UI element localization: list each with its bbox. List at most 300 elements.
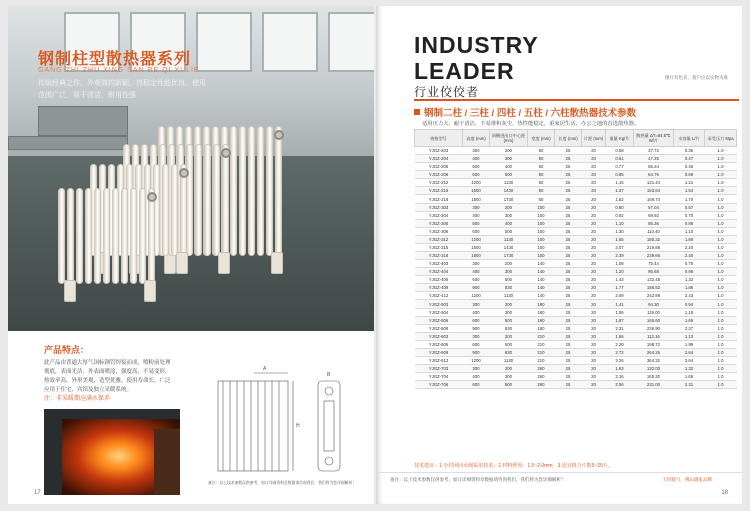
table-cell: 200 <box>490 365 528 373</box>
table-row <box>415 276 737 284</box>
table-cell: 1200 <box>463 357 490 365</box>
table-cell: 1.65 <box>674 373 705 381</box>
table-cell: 1.20 <box>606 268 634 276</box>
table-cell: 260 <box>528 373 555 381</box>
table-cell: YJGZ-603 <box>415 332 463 340</box>
table-row <box>415 211 737 219</box>
page-number-right: 18 <box>721 490 728 496</box>
table-cell: 180 <box>528 300 555 308</box>
table-cell: 20 <box>582 365 606 373</box>
table-row <box>415 268 737 276</box>
table-cell: 2.37 <box>674 324 705 332</box>
table-cell: 210 <box>528 348 555 356</box>
table-cell: 1430 <box>490 187 528 195</box>
table-cell: 400 <box>463 373 490 381</box>
table-cell: 1.66 <box>606 332 634 340</box>
table-cell: 25 <box>555 203 582 211</box>
table-cell: YJGZ-312 <box>415 235 463 243</box>
table-cell: 1.0 <box>705 171 737 179</box>
table-cell: 0.69 <box>674 171 705 179</box>
table-cell: 1.0 <box>705 155 737 163</box>
table-row <box>415 252 737 260</box>
page-number-left: 17 <box>34 490 41 496</box>
table-cell: 0.92 <box>606 211 634 219</box>
square-bullet-icon <box>414 109 420 115</box>
table-cell: 165.60 <box>634 316 674 324</box>
table-cell: 75.44 <box>634 260 674 268</box>
table-row <box>415 243 737 251</box>
table-cell: 20 <box>582 381 606 389</box>
table-row <box>415 332 737 340</box>
table-cell: 1.65 <box>606 235 634 243</box>
table-cell: YJGZ-703 <box>415 365 463 373</box>
brand-chinese: 行业佼佼者 <box>414 85 480 99</box>
features-note: 注：非采暖期应满水保养 <box>44 396 111 402</box>
table-cell: 1130 <box>490 357 528 365</box>
hero-line: 范围广泛，易于清洁，耐用性强 <box>38 92 136 99</box>
table-cell: YJGZ-612 <box>415 357 463 365</box>
table-cell: 2.31 <box>674 381 705 389</box>
table-cell: 25 <box>555 357 582 365</box>
table-cell: 180 <box>528 316 555 324</box>
table-cell: 20 <box>582 147 606 155</box>
table-cell: 25 <box>555 219 582 227</box>
table-cell: 2.20 <box>606 340 634 348</box>
table-cell: 600 <box>463 171 490 179</box>
table-cell: YJGZ-315 <box>415 243 463 251</box>
table-cell: 100 <box>528 243 555 251</box>
table-cell: 210 <box>528 332 555 340</box>
table-cell: 100 <box>528 227 555 235</box>
table-cell: 25 <box>555 365 582 373</box>
table-cell: 121.44 <box>634 179 674 187</box>
table-cell: 200 <box>490 147 528 155</box>
table-cell: 600 <box>463 340 490 348</box>
table-cell: 132.48 <box>634 276 674 284</box>
table-cell: 300 <box>490 373 528 381</box>
table-cell: 0.80 <box>606 203 634 211</box>
table-cell: 20 <box>582 284 606 292</box>
table-cell: 100 <box>528 203 555 211</box>
table-cell: 260 <box>528 381 555 389</box>
table-cell: 1.0 <box>705 373 737 381</box>
spec-header-cell: 片距 (mm) <box>582 130 606 147</box>
table-cell: 830 <box>490 324 528 332</box>
table-cell: 219.88 <box>634 243 674 251</box>
table-cell: 400 <box>490 163 528 171</box>
table-cell: 25 <box>555 316 582 324</box>
table-cell: 260 <box>528 365 555 373</box>
table-cell: 1.13 <box>674 332 705 340</box>
table-cell: 1.87 <box>606 316 634 324</box>
table-cell: 20 <box>582 235 606 243</box>
table-cell: YJGZ-706 <box>415 381 463 389</box>
table-cell: 140 <box>528 292 555 300</box>
table-cell: 140 <box>528 260 555 268</box>
table-cell: 1730 <box>490 195 528 203</box>
table-cell: 830 <box>490 348 528 356</box>
table-cell: 0.47 <box>674 155 705 163</box>
table-cell: 25 <box>555 308 582 316</box>
table-row <box>415 179 737 187</box>
color-disclaimer: 图片有色差，客户应以实物为准 <box>665 75 728 80</box>
table-row <box>415 324 737 332</box>
table-cell: 1.0 <box>705 340 737 348</box>
brochure-spread <box>8 6 742 504</box>
table-cell: 60 <box>528 155 555 163</box>
table-cell: 0.77 <box>606 163 634 171</box>
series-title-pinyin: GANG ZHI ZHU XING SAN RE QI XI LIE <box>38 67 200 74</box>
table-cell: 1.54 <box>674 187 705 195</box>
table-cell: 1130 <box>490 235 528 243</box>
spec-header-cell: 宽度 (mm) <box>528 130 555 147</box>
table-cell: 100 <box>528 219 555 227</box>
table-cell: 1.0 <box>705 203 737 211</box>
table-row <box>415 155 737 163</box>
table-cell: 153.64 <box>634 187 674 195</box>
table-cell: 3.26 <box>606 357 634 365</box>
table-cell: 242.88 <box>634 292 674 300</box>
table-row <box>415 316 737 324</box>
spec-header-cell: 承受压力 Mpa <box>705 130 737 147</box>
table-row <box>415 227 737 235</box>
table-cell: 64.76 <box>634 171 674 179</box>
table-row <box>415 187 737 195</box>
table-cell: 25 <box>555 340 582 348</box>
spec-header-cell: 水容量 L/片 <box>674 130 705 147</box>
table-cell: 25 <box>555 179 582 187</box>
left-footer-note: 备注：以上技术参数仅供参考，如订详细资料及数据请咨询我们，我们将为您详细解析！ <box>208 481 357 485</box>
table-cell: 25 <box>555 227 582 235</box>
table-cell: 2.09 <box>606 292 634 300</box>
table-cell: 69.92 <box>634 211 674 219</box>
table-cell: 2.39 <box>606 252 634 260</box>
table-cell: 20 <box>582 308 606 316</box>
table-cell: 1.77 <box>606 284 634 292</box>
table-cell: 25 <box>555 292 582 300</box>
table-cell: 20 <box>582 260 606 268</box>
table-row <box>415 300 737 308</box>
table-cell: YJGZ-412 <box>415 292 463 300</box>
hero-line: 传统经典之作，外观简约新颖，热稳定性能优良，使用 <box>38 80 206 87</box>
table-row <box>415 147 737 155</box>
table-cell: 110.40 <box>634 227 674 235</box>
spec-table <box>414 129 737 389</box>
table-cell: 25 <box>555 155 582 163</box>
table-cell: 300 <box>463 260 490 268</box>
table-cell: 500 <box>463 219 490 227</box>
table-cell: 20 <box>582 187 606 195</box>
table-cell: 25 <box>555 260 582 268</box>
table-cell: 25 <box>555 332 582 340</box>
table-cell: 20 <box>582 357 606 365</box>
table-cell: YJGZ-704 <box>415 373 463 381</box>
table-cell: YJGZ-406 <box>415 276 463 284</box>
table-cell: 1.0 <box>705 235 737 243</box>
table-row <box>415 365 737 373</box>
table-cell: 1.0 <box>705 276 737 284</box>
table-cell: 1.0 <box>705 292 737 300</box>
table-cell: 1130 <box>490 179 528 187</box>
table-cell: 86.36 <box>634 219 674 227</box>
table-cell: 1.70 <box>674 195 705 203</box>
table-cell: 25 <box>555 381 582 389</box>
table-row <box>415 292 737 300</box>
table-cell: 1.66 <box>674 316 705 324</box>
table-cell: 1.10 <box>674 227 705 235</box>
table-cell: YJGZ-212 <box>415 179 463 187</box>
table-cell: 264.26 <box>634 348 674 356</box>
table-cell: 1.0 <box>705 381 737 389</box>
table-cell: 1.21 <box>674 179 705 187</box>
table-cell: 2.20 <box>674 243 705 251</box>
table-cell: 400 <box>463 155 490 163</box>
table-cell: YJGZ-215 <box>415 187 463 195</box>
hero-photo <box>8 6 374 331</box>
table-cell: 300 <box>490 211 528 219</box>
table-cell: 2.16 <box>606 373 634 381</box>
radiator-front <box>58 188 168 318</box>
table-cell: 20 <box>582 324 606 332</box>
table-cell: 25 <box>555 276 582 284</box>
table-cell: 0.96 <box>674 268 705 276</box>
table-cell: 60 <box>528 195 555 203</box>
table-cell: 900 <box>463 284 490 292</box>
spec-section-title <box>414 105 636 119</box>
table-cell: 1.0 <box>705 179 737 187</box>
table-cell: 25 <box>555 187 582 195</box>
table-cell: 60 <box>528 147 555 155</box>
table-cell: 1730 <box>490 252 528 260</box>
table-cell: 60 <box>528 187 555 195</box>
table-cell: 1.0 <box>705 324 737 332</box>
table-cell: 180 <box>528 324 555 332</box>
table-cell: 25 <box>555 324 582 332</box>
table-cell: 20 <box>582 268 606 276</box>
table-cell: 2.56 <box>606 381 634 389</box>
table-cell: 60 <box>528 163 555 171</box>
table-cell: 0.46 <box>674 163 705 171</box>
table-cell: 400 <box>463 211 490 219</box>
table-cell: 25 <box>555 268 582 276</box>
table-cell: 1.0 <box>705 211 737 219</box>
table-cell: 1.08 <box>606 260 634 268</box>
table-cell: 2.07 <box>606 243 634 251</box>
table-cell: 113.16 <box>634 332 674 340</box>
table-cell: 1800 <box>463 195 490 203</box>
footer-divider <box>376 472 742 473</box>
table-cell: 119.00 <box>634 308 674 316</box>
footer-brand: 天时暖气，佛山暖家品牌 <box>662 477 712 482</box>
table-cell: YJGZ-506 <box>415 316 463 324</box>
table-cell: 1130 <box>490 292 528 300</box>
table-cell: 1.86 <box>674 284 705 292</box>
table-cell: 1.30 <box>606 227 634 235</box>
table-cell: YJGZ-305 <box>415 219 463 227</box>
table-cell: 1200 <box>463 179 490 187</box>
table-row <box>415 357 737 365</box>
table-cell: 0.58 <box>606 147 634 155</box>
features-title: 产品特点： <box>44 345 90 355</box>
table-cell: 0.75 <box>674 260 705 268</box>
table-cell: 60 <box>528 179 555 187</box>
table-cell: 2.40 <box>674 252 705 260</box>
technical-drawing <box>208 351 368 481</box>
table-cell: 500 <box>490 227 528 235</box>
table-cell: 20 <box>582 179 606 187</box>
right-page <box>376 6 742 504</box>
table-cell: 25 <box>555 171 582 179</box>
table-cell: 1.0 <box>705 252 737 260</box>
table-cell: 25 <box>555 252 582 260</box>
table-row <box>415 171 737 179</box>
features-text: 此产品由普通大厚气国标钢管焊接而成，喷粉前处理彻底，表面光洁，外表面喷涂，强度高，不易变形，热效率高，外形美观，造型优雅，使用寿命长，广泛应用于住宅、宾馆及独立采暖系统。 <box>44 360 171 393</box>
table-cell: 0.70 <box>674 211 705 219</box>
table-cell: 20 <box>582 203 606 211</box>
table-cell: 300 <box>463 332 490 340</box>
spec-header-cell: 同侧进出口中心距(mm) <box>490 130 528 147</box>
table-cell: 25 <box>555 373 582 381</box>
table-cell: 300 <box>463 147 490 155</box>
table-cell: 300 <box>463 365 490 373</box>
spec-section-title-text: 钢制二柱 / 三柱 / 四柱 / 五柱 / 六柱散热器技术参数 <box>424 108 637 119</box>
table-cell: 20 <box>582 243 606 251</box>
table-cell: 57.04 <box>634 203 674 211</box>
table-cell: 25 <box>555 284 582 292</box>
table-cell: YJGZ-318 <box>415 252 463 260</box>
table-cell: YJGZ-304 <box>415 211 463 219</box>
table-cell: 25 <box>555 348 582 356</box>
table-cell: 20 <box>582 163 606 171</box>
table-row <box>415 348 737 356</box>
table-cell: 20 <box>582 373 606 381</box>
table-cell: 1.0 <box>705 260 737 268</box>
table-cell: YJGZ-509 <box>415 324 463 332</box>
table-cell: 200 <box>490 260 528 268</box>
table-cell: 830 <box>490 284 528 292</box>
table-cell: 25 <box>555 195 582 203</box>
table-cell: 95.68 <box>634 268 674 276</box>
table-cell: 300 <box>490 268 528 276</box>
table-cell: 198.72 <box>634 340 674 348</box>
table-cell: YJGZ-409 <box>415 284 463 292</box>
table-cell: 37.72 <box>634 147 674 155</box>
table-cell: 236.90 <box>634 324 674 332</box>
table-cell: 900 <box>463 324 490 332</box>
table-cell: 3.64 <box>674 357 705 365</box>
table-cell: 1.32 <box>674 365 705 373</box>
table-cell: 500 <box>463 163 490 171</box>
table-cell: 169.74 <box>634 195 674 203</box>
table-row <box>415 203 737 211</box>
table-cell: 60 <box>528 171 555 179</box>
table-cell: 1.80 <box>674 235 705 243</box>
drawing-label-a: A <box>263 366 267 372</box>
table-cell: 900 <box>463 348 490 356</box>
spec-header-cell: 重量 Kg/片 <box>606 130 634 147</box>
table-cell: 500 <box>490 381 528 389</box>
table-cell: 600 <box>463 316 490 324</box>
table-cell: 1.18 <box>674 308 705 316</box>
table-cell: 600 <box>463 227 490 235</box>
table-cell: 20 <box>582 252 606 260</box>
series-title: 钢制柱型散热器系列 <box>38 51 192 68</box>
table-cell: 210 <box>528 340 555 348</box>
table-cell: 20 <box>582 227 606 235</box>
table-cell: 0.86 <box>674 219 705 227</box>
table-cell: 1.0 <box>705 308 737 316</box>
table-cell: YJGZ-609 <box>415 348 463 356</box>
table-row <box>415 308 737 316</box>
table-cell: 300 <box>463 300 490 308</box>
table-cell: 140 <box>528 268 555 276</box>
table-cell: 200 <box>490 332 528 340</box>
table-cell: 1200 <box>463 235 490 243</box>
table-cell: YJGZ-504 <box>415 308 463 316</box>
table-cell: 2.31 <box>606 324 634 332</box>
table-cell: YJGZ-218 <box>415 195 463 203</box>
table-cell: 1430 <box>490 243 528 251</box>
spec-header-cell: 规格型号 <box>415 130 463 147</box>
table-cell: 1.0 <box>705 243 737 251</box>
table-cell: 2.72 <box>606 348 634 356</box>
drawing-label-h: H <box>296 423 300 429</box>
welding-photo <box>44 409 180 495</box>
table-cell: 1.0 <box>705 348 737 356</box>
table-cell: 1500 <box>463 243 490 251</box>
table-cell: 1.0 <box>705 147 737 155</box>
table-cell: YJGZ-205 <box>415 163 463 171</box>
table-cell: 0.57 <box>674 203 705 211</box>
table-cell: 25 <box>555 147 582 155</box>
table-cell: 25 <box>555 300 582 308</box>
left-page <box>8 6 374 504</box>
table-row <box>415 381 737 389</box>
table-cell: 0.85 <box>606 171 634 179</box>
table-cell: 300 <box>463 203 490 211</box>
table-cell: YJGZ-306 <box>415 227 463 235</box>
table-cell: 165.20 <box>634 373 674 381</box>
table-row <box>415 373 737 381</box>
table-row <box>415 163 737 171</box>
table-cell: 1.0 <box>705 195 737 203</box>
table-cell: 180.32 <box>634 235 674 243</box>
table-cell: 231.00 <box>634 381 674 389</box>
table-cell: 56.24 <box>634 163 674 171</box>
table-cell: 1.41 <box>606 300 634 308</box>
spec-header-cell: 高度 (mm) <box>463 130 490 147</box>
table-cell: 20 <box>582 276 606 284</box>
table-cell: 180 <box>528 308 555 316</box>
table-cell: 1800 <box>463 252 490 260</box>
table-cell: YJGZ-606 <box>415 340 463 348</box>
hero-description <box>38 78 228 102</box>
table-cell: 1.10 <box>606 219 634 227</box>
table-cell: 0.94 <box>674 300 705 308</box>
table-cell: 364.32 <box>634 357 674 365</box>
table-cell: 20 <box>582 171 606 179</box>
table-cell: 1200 <box>463 292 490 300</box>
table-row <box>415 195 737 203</box>
table-cell: 186.52 <box>634 284 674 292</box>
table-row <box>415 284 737 292</box>
table-row <box>415 219 737 227</box>
table-cell: YJGZ-203 <box>415 147 463 155</box>
table-cell: YJGZ-404 <box>415 268 463 276</box>
table-cell: 20 <box>582 155 606 163</box>
table-cell: YJGZ-503 <box>415 300 463 308</box>
spec-section-subtitle: 适用压力大，耐于清洁，不易堆积灰尘，热性能稳定，重家居生活，办公之地的首选散热器。 <box>422 121 640 127</box>
